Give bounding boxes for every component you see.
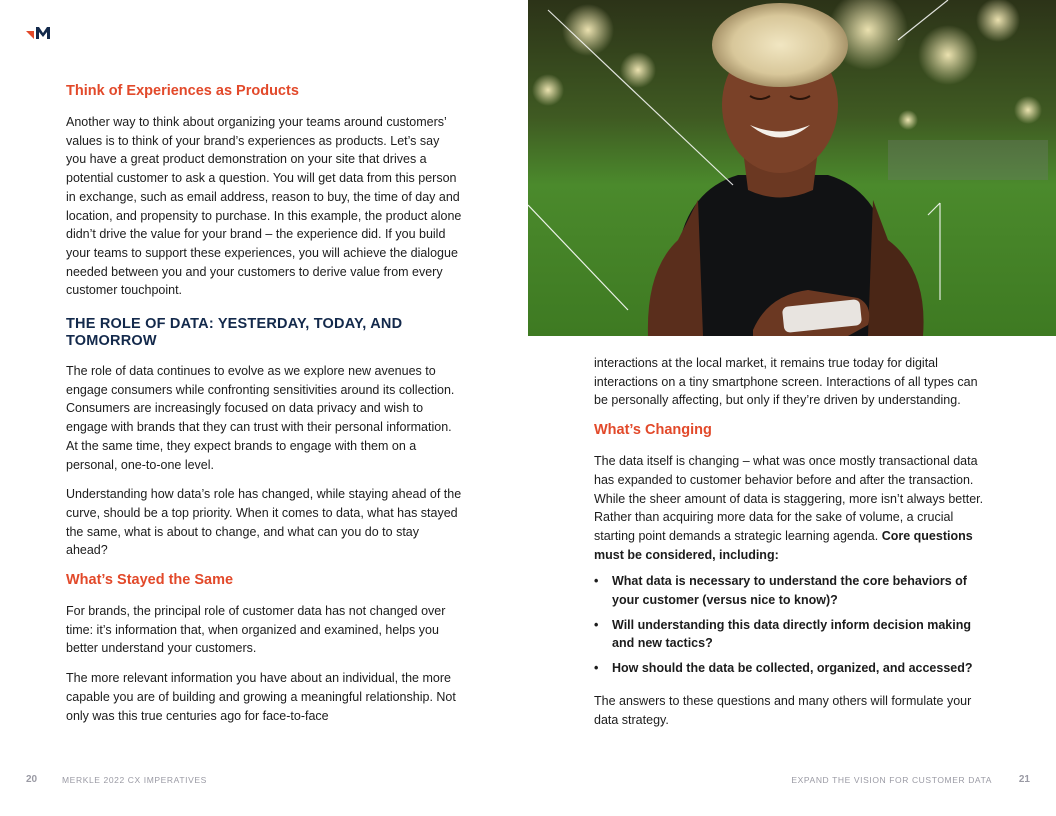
heading-stayed-the-same: What’s Stayed the Same bbox=[66, 572, 234, 589]
right-column bbox=[594, 354, 994, 740]
paragraph: Another way to think about organizing your teams around customers’ values is to think of your brand’s experiences as products. Let’s say you have a great product demonstration on your site that drives a potential customer to ask a question. You will get data from this person in exchange, such as email address, reason to buy, the time of day and location, and propensity to purchase. In this example, the product alone didn’t drive the value for your brand – the experience did. If you build your teams to support these experiences, you will achieve the dialogue needed between you and your customers to derive value from every customer touchpoint. bbox=[66, 115, 462, 298]
footer-left-text: MERKLE 2022 CX IMPERATIVES bbox=[62, 775, 207, 785]
list-item: • How should the data be collected, organized, and accessed? bbox=[594, 659, 994, 678]
heading-role-of-data: THE ROLE OF DATA: YESTERDAY, TODAY, AND TOMORROW bbox=[66, 316, 403, 350]
list-item: • What data is necessary to understand the core behaviors of your customer (versus nice to know)? bbox=[594, 574, 967, 608]
merkle-logo-icon bbox=[26, 24, 56, 44]
heading-experiences-as-products: Think of Experiences as Products bbox=[66, 83, 299, 99]
bullet: • bbox=[594, 574, 599, 589]
paragraph: Understanding how data’s role has changed, while staying ahead of the curve, should be a top priority. When it comes to data, what has stayed the same, what is about to change, and what can you do to stay ahead? bbox=[66, 487, 462, 558]
heading-whats-changing: What’s Changing bbox=[594, 422, 712, 439]
paragraph: The role of data continues to evolve as we explore new avenues to engage consumers while confronting sensitivities around its collection. Consumers are increasingly focused on data privacy and wish to engage with brands that they can trust with their personal information. At the same time, they expect brands to engage with them on a personal, one-to-one level. bbox=[66, 364, 455, 472]
paragraph-text: The data itself is changing – what was once mostly transactional data has expanded to customer behavior before and after the transaction. While the sheer amount of data is staggering, more isn’t always better. Rather than acquiring more data for the sake of volume, a crucial starting point demands a strategic learning agenda. bbox=[594, 454, 984, 543]
paragraph-with-bold bbox=[594, 452, 994, 564]
paragraph: interactions at the local market, it remains true today for digital interactions on a tiny smartphone screen. Interactions of all types can be personally affecting, but only if they’re driven by understanding. bbox=[594, 356, 978, 408]
list-item: • Will understanding this data directly inform decision making and new tactics? bbox=[594, 617, 971, 651]
hero-photo bbox=[528, 0, 1056, 336]
bullet: • bbox=[594, 661, 599, 676]
bullet: • bbox=[594, 617, 599, 632]
paragraph: The answers to these questions and many others will formulate your data strategy. bbox=[594, 693, 972, 727]
page-number-right: 21 bbox=[1018, 774, 1030, 785]
left-column bbox=[66, 82, 462, 736]
core-questions-list bbox=[594, 572, 994, 678]
footer-right-text: EXPAND THE VISION FOR CUSTOMER DATA bbox=[791, 775, 992, 785]
paragraph: For brands, the principal role of customer data has not changed over time: it’s information that, when organized and examined, helps you better understand your customers. bbox=[66, 604, 446, 656]
page-number-left: 20 bbox=[26, 774, 38, 785]
paragraph-bold-text: Core questions must be considered, including: bbox=[594, 528, 973, 562]
paragraph: The more relevant information you have about an individual, the more capable you are of building and growing a meaningful relationship. Not only was this true centuries ago for face-to-face bbox=[66, 671, 456, 723]
